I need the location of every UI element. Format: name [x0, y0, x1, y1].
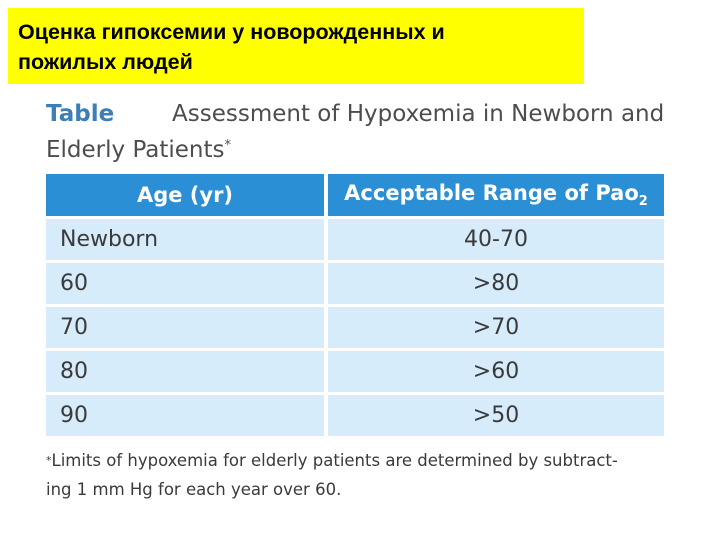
cell-age: Newborn [46, 216, 328, 260]
slide-title [8, 8, 584, 84]
cell-range: >70 [328, 304, 664, 348]
table-caption-text-1: Assessment of Hypoxemia in Newborn and [172, 101, 665, 127]
cell-range: 40-70 [328, 216, 664, 260]
table-caption-text-2: Elderly Patients [46, 137, 225, 163]
table-header-row [46, 174, 664, 216]
slide-title-line-2: пожилых людей [18, 50, 193, 74]
header-range-subscript: 2 [638, 194, 648, 210]
cell-range: >60 [328, 348, 664, 392]
table-row [46, 216, 664, 260]
table-row [46, 348, 664, 392]
table-row [46, 304, 664, 348]
slide-title-line-1: Оценка гипоксемии у новорожденных и [18, 20, 445, 44]
cell-age: 70 [46, 304, 328, 348]
header-range [328, 174, 664, 216]
cell-range: >50 [328, 392, 664, 436]
hypoxemia-table [46, 174, 664, 436]
header-age: Age (yr) [46, 174, 328, 216]
footnote-line-1 [46, 446, 660, 475]
header-range-text: Acceptable Range of Pao [344, 180, 639, 205]
cell-age: 60 [46, 260, 328, 304]
cell-range: >80 [328, 260, 664, 304]
table-caption [46, 96, 686, 168]
table-caption-line-2 [46, 132, 686, 168]
table-caption-line-1 [46, 96, 686, 132]
footnote-marker: * [46, 454, 52, 467]
cell-age: 80 [46, 348, 328, 392]
table-row [46, 392, 664, 436]
table-footnote [46, 446, 660, 504]
footnote-text-1: Limits of hypoxemia for elderly patients are determined by subtract- [51, 451, 618, 470]
cell-age: 90 [46, 392, 328, 436]
table-row [46, 260, 664, 304]
table-label: Table [46, 101, 115, 127]
footnote-line-2: ing 1 mm Hg for each year over 60. [46, 480, 342, 499]
caption-footnote-marker: * [224, 138, 232, 153]
